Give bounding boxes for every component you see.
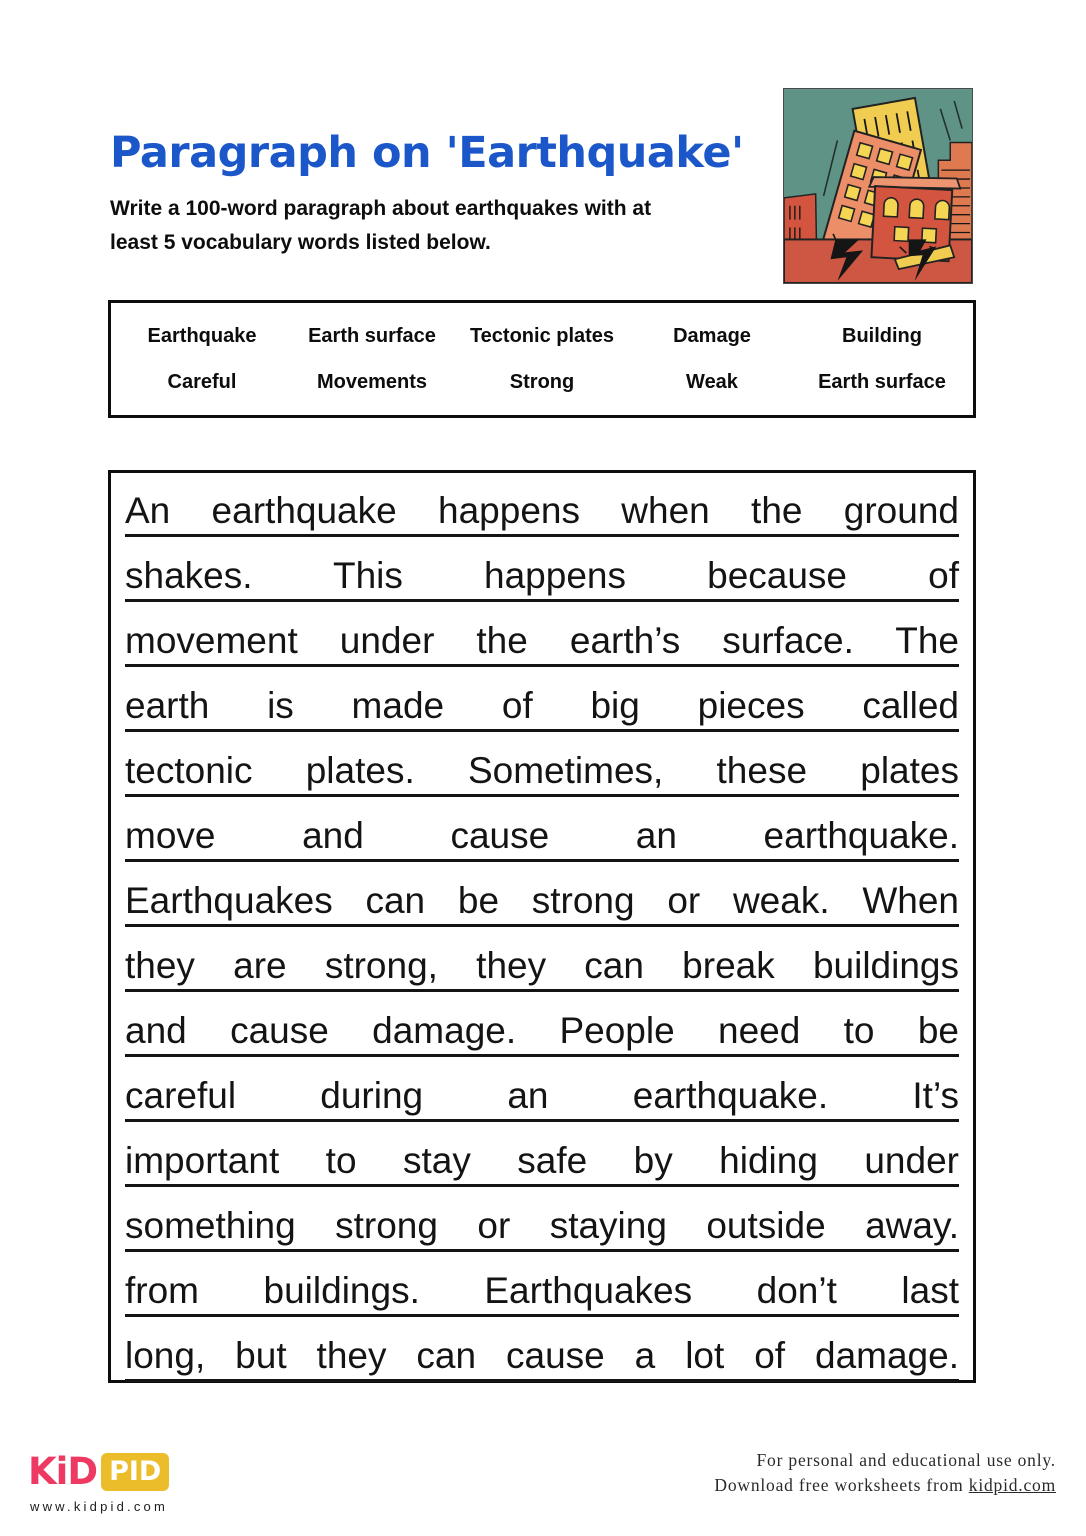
paragraph-writing-area [108, 470, 976, 1383]
vocab-word: Strong [509, 370, 575, 393]
paragraph-line: Earthquakes can be strong or weak. When [125, 880, 959, 921]
download-note [714, 1473, 1056, 1498]
vocab-word: Earthquake [147, 324, 257, 347]
vocab-word: Movements [316, 370, 428, 393]
paragraph-line: from buildings. Earthquakes don’t last [125, 1270, 959, 1311]
paragraph-line: earth is made of big pieces called [125, 685, 959, 726]
download-note-text: Download free worksheets from [714, 1475, 969, 1495]
paragraph-line: something strong or staying outside away. [125, 1205, 959, 1246]
instructions-line-2: least 5 vocabulary words listed below. [110, 231, 491, 254]
paragraph-line: careful during an earthquake. It’s [125, 1075, 959, 1116]
kidpid-website-text: www.kidpid.com [30, 1499, 168, 1514]
instructions [110, 192, 750, 260]
earthquake-buildings-icon [784, 89, 972, 283]
kidpid-link[interactable]: kidpid.com [968, 1475, 1056, 1495]
vocab-word: Careful [167, 370, 237, 393]
vocab-word: Tectonic plates [469, 324, 615, 347]
footer-note [714, 1448, 1056, 1498]
kidpid-logo-kid-text: KiD [28, 1450, 98, 1493]
usage-note: For personal and educational use only. [756, 1450, 1056, 1470]
paragraph-line: they are strong, they can break buildings [125, 945, 959, 986]
paragraph-line: long, but they can cause a lot of damage. [125, 1335, 959, 1376]
vocabulary-word-bank [108, 300, 976, 418]
paragraph-line: move and cause an earthquake. [125, 815, 959, 856]
vocab-word: Damage [673, 324, 751, 347]
vocab-word: Earth surface [818, 370, 946, 393]
vocab-word: Weak [686, 370, 738, 393]
instructions-line-1: Write a 100-word paragraph about earthquakes with at [110, 197, 652, 220]
paragraph-line: An earthquake happens when the ground [125, 490, 959, 531]
paragraph-line: tectonic plates. Sometimes, these plates [125, 750, 959, 791]
paragraph-line: and cause damage. People need to be [125, 1010, 959, 1051]
kidpid-logo [28, 1450, 169, 1493]
page-title: Paragraph on 'Earthquake' [110, 128, 744, 178]
paragraph-line: shakes. This happens because of [125, 555, 959, 596]
vocab-word: Earth surface [308, 324, 436, 347]
kidpid-logo-pid-badge: PID [101, 1453, 169, 1491]
paragraph-line: important to stay safe by hiding under [125, 1140, 959, 1181]
earthquake-illustration [783, 88, 973, 284]
vocab-word: Building [842, 324, 922, 347]
paragraph-line: movement under the earth’s surface. The [125, 620, 959, 661]
